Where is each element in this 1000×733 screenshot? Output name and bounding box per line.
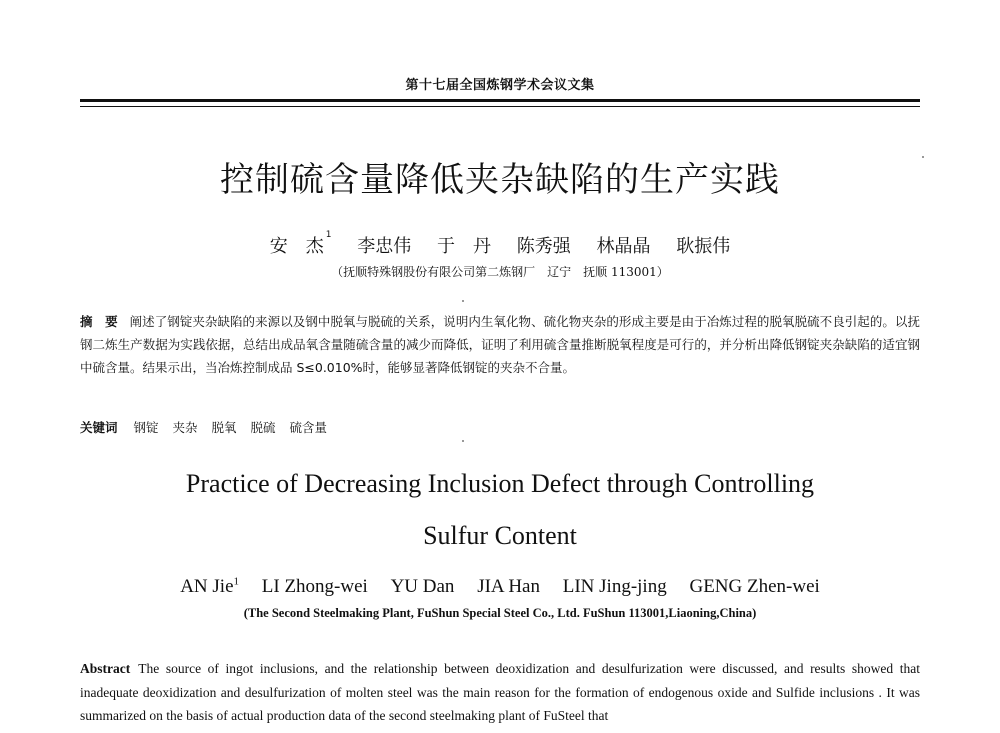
chinese-author	[269, 230, 332, 257]
english-affiliation: (The Second Steelmaking Plant, FuShun Special Steel Co., Ltd. FuShun 113001,Liaoning,China)	[243, 606, 757, 620]
scan-speck	[922, 156, 924, 158]
abstract-text: 阐述了钢锭夹杂缺陷的来源以及钢中脱氧与脱硫的关系，说明内生氧化物、硫化物夹杂的形成主要是由于冶炼过程的脱氧脱硫不良引起的。以抚钢二炼生产数据为实践依据，总结出成品氧含量随硫含量的减少而降低，证明了利用硫含量推断脱氧程度是可行的，并分析出降低钢锭夹杂缺陷的适宜钢中硫含量。结果示出，当冶炼控制成品 S≤0.010%时，能够显著降低钢锭的夹杂不合量。	[80, 314, 920, 375]
english-author: LI Zhong-wei	[261, 576, 368, 598]
author-affiliation-mark: 1	[233, 576, 240, 588]
english-author-list	[0, 576, 1000, 598]
author-name: 安 杰	[269, 236, 324, 257]
keyword: 钢锭	[133, 420, 159, 435]
english-abstract	[80, 657, 920, 728]
english-title-line-2: Sulfur Content	[423, 521, 577, 550]
chinese-author-list	[0, 232, 1000, 258]
running-head: 第十七届全国炼钢学术会议文集	[405, 78, 595, 93]
keyword: 硫含量	[289, 420, 328, 435]
english-author: GENG Zhen-wei	[689, 576, 820, 598]
keywords-label: 关键词	[80, 420, 118, 435]
english-author: JIA Han	[477, 576, 540, 598]
header-rule-thick	[80, 99, 920, 102]
scan-speck	[462, 440, 464, 442]
chinese-keywords	[80, 418, 920, 436]
abstract-label: Abstract	[80, 661, 131, 676]
chinese-author: 耿振伟	[676, 236, 731, 257]
english-title-line-1: Practice of Decreasing Inclusion Defect through Controlling	[185, 469, 815, 498]
chinese-author: 于 丹	[437, 236, 491, 257]
english-author: LIN Jing-jing	[562, 576, 667, 598]
scan-speck	[462, 300, 464, 302]
chinese-author: 陈秀强	[516, 236, 571, 257]
keyword: 脱硫	[250, 420, 276, 435]
header-rule-thin	[80, 106, 920, 107]
chinese-author: 林晶晶	[596, 236, 651, 257]
english-author: YU Dan	[390, 576, 455, 598]
chinese-abstract	[80, 310, 920, 379]
keyword: 脱氧	[211, 420, 237, 435]
chinese-affiliation: （抚顺特殊钢股份有限公司第二炼钢厂 辽宁 抚顺 113001）	[331, 265, 669, 279]
abstract-label: 摘 要	[80, 314, 118, 329]
chinese-author: 李忠伟	[357, 236, 412, 257]
chinese-title: 控制硫含量降低夹杂缺陷的生产实践	[220, 160, 780, 200]
author-name: AN Jie	[180, 576, 234, 598]
keyword: 夹杂	[172, 420, 198, 435]
author-affiliation-mark: 1	[325, 230, 332, 240]
abstract-text: The source of ingot inclusions, and the relationship between deoxidization and desulfurization were discussed, and results showed that inadequate deoxidization and desulfurization of molten steel was the main reason for the formation of endogenous oxide and Sulfide inclusions . It was summarized on the basis of actual production data of the second steelmaking plant of FuSteel that	[80, 661, 920, 723]
english-author	[180, 576, 239, 597]
